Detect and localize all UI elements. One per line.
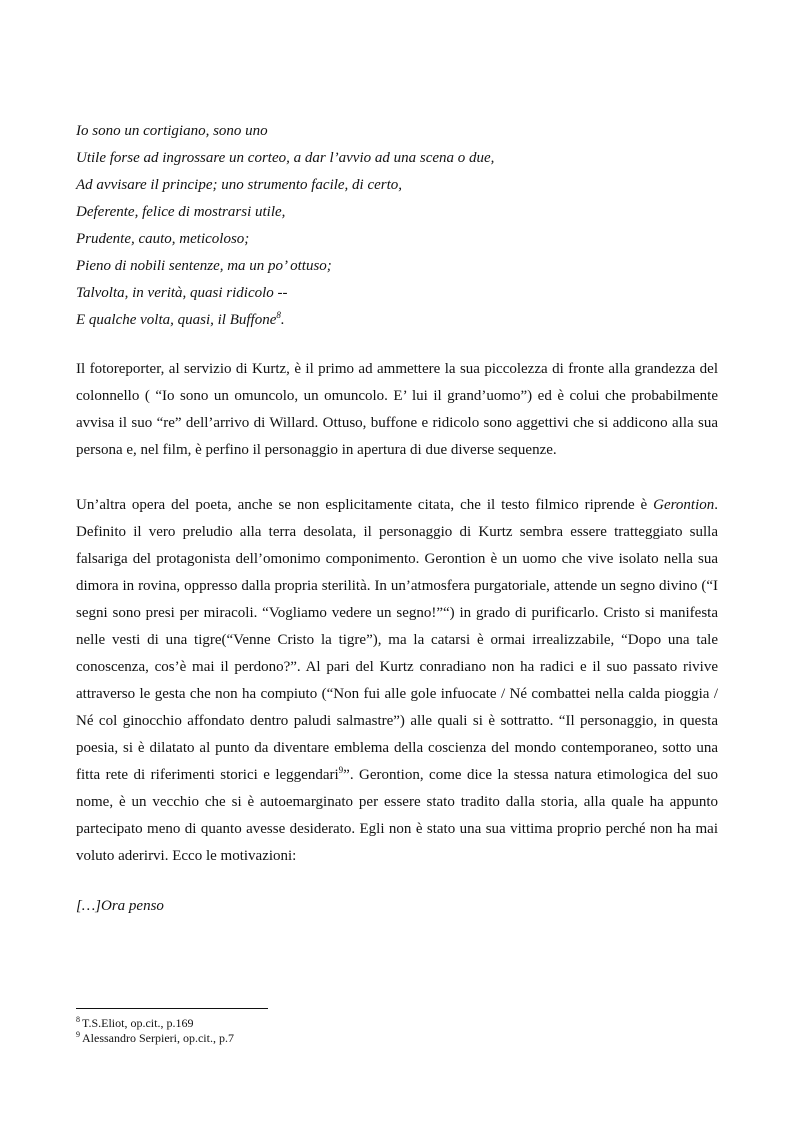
verse-line: Pieno di nobili sentenze, ma un po’ ottuso; bbox=[76, 258, 332, 274]
footnote-9 bbox=[76, 1031, 576, 1046]
verse-line: Prudente, cauto, meticoloso; bbox=[76, 231, 250, 247]
footnote-divider bbox=[76, 1008, 268, 1009]
paragraph-gerontion-end: ”. Gerontion, come dice la stessa natura etimologica del suo nome, è un vecchio che si è autoemarginato per essere stato tradito dalla storia, alla quale ha appunto partecipato meno di quanto avesse desiderato. Egli non è stato una sua vittima proprio perché non ha mai voluto aderirvi. Ecco le motivazioni: bbox=[76, 767, 718, 864]
verse-tail: […]Ora penso bbox=[76, 898, 164, 914]
work-title-gerontion: Gerontion bbox=[653, 497, 715, 513]
verse-quote bbox=[76, 118, 718, 334]
verse-line: Io sono un cortigiano, sono uno bbox=[76, 123, 268, 139]
footnote-ref-9: 9 bbox=[338, 765, 344, 775]
footnote-number: 8 bbox=[76, 1015, 80, 1024]
page-body bbox=[76, 118, 718, 920]
verse-line: Talvolta, in verità, quasi ridicolo -- bbox=[76, 285, 288, 301]
footnotes bbox=[76, 1016, 576, 1046]
verse-line-last bbox=[76, 307, 718, 334]
verse-line-last-text: E qualche volta, quasi, il Buffone bbox=[76, 312, 277, 328]
footnote-text: T.S.Eliot, op.cit., p.169 bbox=[82, 1016, 194, 1030]
footnote-ref-8: 8 bbox=[276, 310, 281, 320]
footnote-8 bbox=[76, 1016, 576, 1031]
paragraph-photoreporter: Il fotoreporter, al servizio di Kurtz, è il primo ad ammettere la sua piccolezza di fronte alla grandezza del colonnello ( “Io sono un omuncolo, un omuncolo. E’ lui il grand’uomo”) ed è colui che probabilmente avvisa il suo “re” dell’arrivo di Willard. Ottuso, buffone e ridicolo sono aggettivi che si addicono alla sua persona e, nel film, è perfino il personaggio in apertura di due diverse sequenze. bbox=[76, 361, 718, 458]
paragraph-gerontion-start: Un’altra opera del poeta, anche se non esplicitamente citata, che il testo filmico riprende è bbox=[76, 497, 654, 513]
footnote-number: 9 bbox=[76, 1030, 80, 1039]
verse-line-last-end: . bbox=[280, 312, 285, 328]
verse-line: Ad avvisare il principe; uno strumento facile, di certo, bbox=[76, 177, 403, 193]
paragraph-gerontion-middle: . Definito il vero preludio alla terra desolata, il personaggio di Kurtz sembra essere tratteggiato sulla falsariga del protagonista dell’omonimo componimento. Gerontion è un uomo che vive isolato nella sua dimora in rovina, oppresso dalla propria sterilità. In un’atmosfera purgatoriale, attende un segno divino (“I segni sono presi per miracoli. “Vogliamo vedere un segno!”“) in grado di purificarlo. Cristo si manifesta nelle vesti di una tigre(“Venne Cristo la tigre”), ma la catarsi è ormai irrealizzabile, “Dopo una tale conoscenza, cos’è mai il perdono?”. Al pari del Kurtz conradiano non ha radici e il suo passato rivive attraverso le gesta che non ha compiuto (“Non fui alle gole infuocate / Né combattei nella calda pioggia / Né col ginocchio affondato dentro paludi salmastre”) alle quali si è sottratto. “Il personaggio, in questa poesia, si è dilatato al punto da diventare emblema della coscienza del mondo contemporaneo, sotto una fitta rete di riferimenti storici e leggendari bbox=[76, 497, 718, 783]
paragraph-gerontion bbox=[76, 492, 718, 870]
footnote-text: Alessandro Serpieri, op.cit., p.7 bbox=[82, 1031, 234, 1045]
verse-line: Deferente, felice di mostrarsi utile, bbox=[76, 204, 286, 220]
verse-line: Utile forse ad ingrossare un corteo, a dar l’avvio ad una scena o due, bbox=[76, 150, 495, 166]
